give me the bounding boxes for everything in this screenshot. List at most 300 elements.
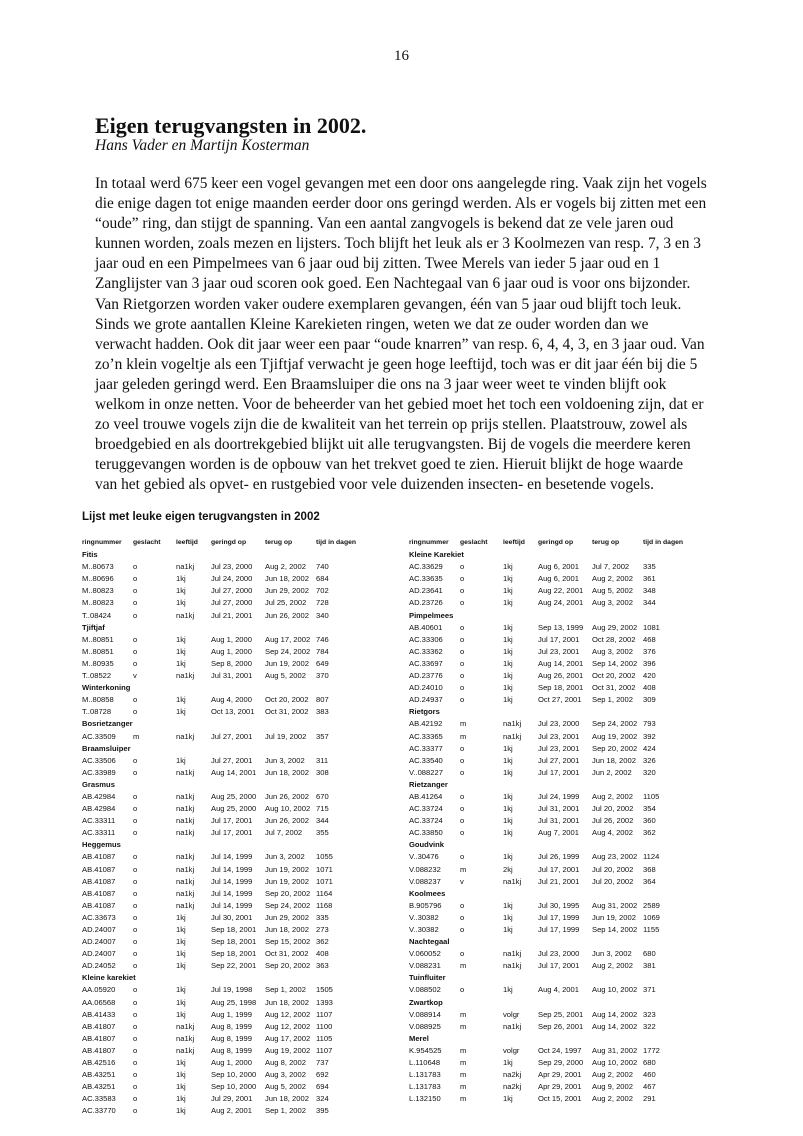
ring-number: V..30382 — [409, 925, 439, 934]
ring-number: AC.33365 — [409, 731, 443, 741]
sex: o — [460, 804, 465, 814]
age: 1kj — [503, 852, 513, 862]
ring-number: V..30476 — [409, 852, 439, 862]
sex: o — [133, 695, 138, 705]
days-elapsed: 680 — [643, 949, 656, 959]
ring-number: B.905796 — [409, 900, 442, 910]
recapture-date: Aug 23, 2002 — [592, 852, 638, 862]
ring-number: AC.33629 — [409, 562, 443, 572]
ringed-date: Apr 29, 2001 — [538, 1070, 582, 1080]
ring-number: AD.23641 — [409, 586, 443, 596]
recapture-date: Jul 19, 2002 — [265, 731, 307, 741]
days-elapsed: 408 — [316, 949, 329, 959]
recapture-date: Aug 12, 2002 — [265, 1021, 311, 1031]
recapture-date: Aug 31, 2002 — [592, 1045, 638, 1055]
age: 1kj — [176, 707, 186, 717]
recapture-date: Jul 25, 2002 — [265, 598, 307, 608]
days-elapsed: 702 — [316, 586, 329, 596]
sex: o — [460, 755, 465, 765]
ring-number: L.131783 — [409, 1070, 441, 1080]
days-elapsed: 670 — [316, 791, 329, 801]
recapture-date: Sep 1, 2002 — [265, 1106, 306, 1116]
species-name: Bosrietzanger — [82, 719, 133, 729]
ringed-date: Jul 14, 1999 — [211, 888, 253, 898]
sex: o — [460, 816, 465, 826]
sex: o — [460, 646, 465, 656]
ring-number: V.060052 — [409, 949, 441, 959]
ringed-date: Aug 2, 2001 — [211, 1106, 252, 1116]
species-name: Grasmus — [82, 779, 115, 789]
ring-number: AD.24010 — [409, 683, 443, 693]
sex: o — [460, 574, 465, 584]
ring-number: AB.42984 — [82, 804, 116, 814]
recapture-date: Oct 31, 2002 — [265, 707, 309, 717]
days-elapsed: 1071 — [316, 864, 333, 874]
recapture-date: Jun 3, 2002 — [265, 852, 305, 862]
days-elapsed: 692 — [316, 1070, 329, 1080]
days-elapsed: 1164 — [316, 888, 333, 898]
days-elapsed: 362 — [316, 937, 329, 947]
recapture-date: Jul 7, 2002 — [265, 828, 303, 838]
ringed-date: Apr 29, 2001 — [538, 1082, 582, 1092]
recapture-date: Sep 14, 2002 — [592, 925, 638, 934]
days-elapsed: 1168 — [316, 900, 333, 910]
recapture-date: Aug 3, 2002 — [592, 646, 633, 656]
recapture-date: Aug 2, 2002 — [592, 1070, 633, 1080]
ring-number: AB.41807 — [82, 1021, 116, 1031]
sex: m — [460, 731, 467, 741]
age: 1kj — [503, 925, 513, 934]
sex: o — [460, 767, 465, 777]
ringed-date: Aug 25, 2000 — [211, 791, 257, 801]
ringed-date: Jul 21, 2001 — [538, 876, 580, 886]
ring-number: AC.33362 — [409, 646, 443, 656]
days-elapsed: 344 — [643, 598, 656, 608]
age: 1kj — [176, 574, 186, 584]
ring-number: M..80823 — [82, 598, 114, 608]
ring-number: AC.33724 — [409, 804, 443, 814]
ringed-date: Aug 24, 2001 — [538, 598, 584, 608]
recapture-date: Sep 20, 2002 — [265, 961, 311, 971]
recapture-date: Sep 24, 2002 — [592, 719, 638, 729]
ringed-date: Jul 14, 1999 — [211, 876, 253, 886]
ringed-date: Aug 22, 2001 — [538, 586, 584, 596]
recapture-date: Aug 4, 2002 — [592, 828, 633, 838]
sex: o — [133, 634, 138, 644]
age: 1kj — [176, 937, 186, 947]
sex: o — [133, 707, 138, 717]
ring-number: V..30382 — [409, 912, 439, 922]
ringed-date: Jul 30, 1995 — [538, 900, 580, 910]
ringed-date: Jul 23, 2001 — [538, 731, 580, 741]
sex: o — [133, 767, 138, 777]
days-elapsed: 308 — [316, 767, 329, 777]
sex: m — [460, 1021, 467, 1031]
recapture-date: Jul 20, 2002 — [592, 876, 634, 886]
sex: m — [460, 961, 467, 971]
age: 1kj — [176, 949, 186, 959]
ringed-date: Aug 1, 2000 — [211, 1058, 252, 1068]
ring-number: M..80935 — [82, 658, 114, 668]
sex: o — [133, 900, 138, 910]
ringed-date: Aug 1, 2000 — [211, 634, 252, 644]
species-name: Tuinfluiter — [409, 973, 446, 983]
sex: o — [133, 610, 138, 620]
recapture-date: Aug 2, 2002 — [592, 574, 633, 584]
ringed-date: Sep 26, 2001 — [538, 1021, 584, 1031]
ring-number: AD.24007 — [82, 937, 116, 947]
sex: o — [133, 755, 138, 765]
ring-number: V.088914 — [409, 1009, 441, 1019]
ringed-date: Sep 18, 2001 — [211, 937, 257, 947]
ringed-date: Jul 17, 2001 — [538, 961, 580, 971]
days-elapsed: 784 — [316, 646, 329, 656]
ringed-date: Jul 26, 1999 — [538, 852, 580, 862]
age: 1kj — [176, 1082, 186, 1092]
leeftijd-header: leeftijd — [503, 539, 525, 546]
recapture-date: Aug 5, 2002 — [592, 586, 633, 596]
recapture-date: Aug 10, 2002 — [592, 985, 638, 995]
ringed-date: Jul 29, 2001 — [211, 1094, 253, 1104]
ringed-date: Oct 27, 2001 — [538, 695, 582, 705]
sex: m — [460, 1094, 467, 1104]
sex: o — [133, 828, 138, 838]
days-elapsed: 728 — [316, 598, 329, 608]
species-name: Fitis — [82, 550, 98, 560]
recapture-date: Jun 3, 2002 — [265, 755, 305, 765]
ringed-date: Aug 14, 2001 — [211, 767, 257, 777]
sex: o — [460, 586, 465, 596]
age: na1kj — [176, 731, 195, 741]
recapture-date: Aug 17, 2002 — [265, 634, 311, 644]
ring-number: AB.40601 — [409, 622, 443, 632]
ring-number: V.088925 — [409, 1021, 441, 1031]
sex: o — [133, 925, 138, 934]
sex: m — [460, 1070, 467, 1080]
ring-number: AC.33697 — [409, 658, 443, 668]
ringed-date: Jul 23, 2001 — [538, 646, 580, 656]
days-elapsed: 740 — [316, 562, 329, 572]
days-elapsed: 1069 — [643, 912, 660, 922]
sex: o — [133, 646, 138, 656]
days-elapsed: 354 — [643, 804, 656, 814]
ringed-date: Jul 27, 2001 — [538, 755, 580, 765]
days-elapsed: 322 — [643, 1021, 656, 1031]
recapture-date: Jun 19, 2002 — [265, 658, 309, 668]
ringed-date: Aug 6, 2001 — [538, 562, 579, 572]
ringed-date: Aug 14, 2001 — [538, 658, 584, 668]
age: na1kj — [503, 949, 522, 959]
recapture-date: Sep 24, 2002 — [265, 900, 311, 910]
ring-number: V..088227 — [409, 767, 443, 777]
species-name: Tjiftjaf — [82, 622, 105, 632]
sex: o — [133, 912, 138, 922]
ringed-date: Sep 18, 2001 — [211, 949, 257, 959]
ringed-date: Jul 27, 2000 — [211, 586, 253, 596]
ringed-date: Sep 13, 1999 — [538, 622, 584, 632]
ringed-date: Aug 26, 2001 — [538, 671, 584, 681]
recapture-date: Jun 2, 2002 — [592, 767, 632, 777]
recapture-date: Jun 29, 2002 — [265, 586, 309, 596]
sex: o — [133, 864, 138, 874]
geslacht-header: geslacht — [133, 539, 161, 546]
ringed-date: Jul 19, 1998 — [211, 985, 253, 995]
ring-number: AB.41807 — [82, 1045, 116, 1055]
recapture-date: Aug 10, 2002 — [265, 804, 311, 814]
ring-number: AB.41087 — [82, 900, 116, 910]
age: 1kj — [503, 1058, 513, 1068]
ring-number: L.131783 — [409, 1082, 441, 1092]
days-elapsed: 344 — [316, 816, 329, 826]
tijd-in-dagen-header: tijd in dagen — [643, 539, 684, 546]
recapture-date: Jun 19, 2002 — [265, 876, 309, 886]
sex: m — [460, 1045, 467, 1055]
ringed-date: Sep 10, 2000 — [211, 1070, 257, 1080]
days-elapsed: 370 — [316, 671, 329, 681]
ringed-date: Sep 10, 2000 — [211, 1082, 257, 1092]
days-elapsed: 649 — [316, 658, 329, 668]
species-name: Heggemus — [82, 840, 121, 850]
recapture-date: Aug 3, 2002 — [592, 598, 633, 608]
species-name: Goudvink — [409, 840, 445, 850]
age: 1kj — [176, 1094, 186, 1104]
ringed-date: Aug 4, 2001 — [538, 985, 579, 995]
ring-number: AC.33540 — [409, 755, 443, 765]
sex: o — [460, 622, 465, 632]
days-elapsed: 392 — [643, 731, 656, 741]
ring-number: AB.43251 — [82, 1070, 116, 1080]
days-elapsed: 326 — [643, 755, 656, 765]
days-elapsed: 381 — [643, 961, 656, 971]
species-name: Rietgors — [409, 707, 440, 717]
days-elapsed: 311 — [316, 755, 329, 765]
age: 1kj — [503, 695, 513, 705]
ring-number: AB.42984 — [82, 791, 116, 801]
age: 1kj — [503, 658, 513, 668]
sex: o — [460, 562, 465, 572]
recapture-date: Aug 9, 2002 — [592, 1082, 633, 1092]
recapture-date: Oct 31, 2002 — [592, 683, 636, 693]
age: 1kj — [503, 985, 513, 995]
days-elapsed: 1393 — [316, 997, 333, 1007]
sex: o — [133, 586, 138, 596]
sex: o — [133, 997, 138, 1007]
ring-number: AB.41087 — [82, 888, 116, 898]
age: na1kj — [176, 888, 195, 898]
sex: o — [133, 1033, 138, 1043]
recapture-date: Aug 2, 2002 — [265, 562, 306, 572]
sex: o — [133, 888, 138, 898]
days-elapsed: 1155 — [643, 925, 660, 934]
ringed-date: Jul 17, 1999 — [538, 925, 580, 934]
ring-number: M..80851 — [82, 634, 114, 644]
geslacht-header: geslacht — [460, 539, 488, 546]
recapture-date: Jun 26, 2002 — [265, 791, 309, 801]
days-elapsed: 363 — [316, 961, 329, 971]
days-elapsed: 694 — [316, 1082, 329, 1092]
sex: o — [133, 804, 138, 814]
ringed-date: Oct 13, 2001 — [211, 707, 255, 717]
ring-number: AD.24007 — [82, 949, 116, 959]
age: 1kj — [503, 767, 513, 777]
ringed-date: Jul 23, 2001 — [538, 743, 580, 753]
age: 1kj — [503, 912, 513, 922]
recapture-date: Aug 29, 2002 — [592, 622, 638, 632]
ringed-date: Sep 25, 2001 — [538, 1009, 584, 1019]
ringed-date: Aug 6, 2001 — [538, 574, 579, 584]
age: na1kj — [503, 731, 522, 741]
recapture-date: Jul 20, 2002 — [592, 864, 634, 874]
ring-number: AC.33583 — [82, 1094, 116, 1104]
recapture-date: Aug 2, 2002 — [592, 961, 633, 971]
ringed-date: Oct 24, 1997 — [538, 1045, 582, 1055]
ringed-date: Jul 24, 1999 — [538, 791, 580, 801]
recapture-date: Jul 20, 2002 — [592, 804, 634, 814]
age: 1kj — [176, 1009, 186, 1019]
age: na2kj — [503, 1082, 522, 1092]
days-elapsed: 1105 — [643, 791, 660, 801]
age: na1kj — [503, 719, 522, 729]
ringed-date: Aug 1, 2000 — [211, 646, 252, 656]
ringed-date: Jul 17, 2001 — [211, 816, 253, 826]
ring-number: AD.23726 — [409, 598, 443, 608]
age: 1kj — [503, 755, 513, 765]
recapture-date: Aug 17, 2002 — [265, 1033, 311, 1043]
age: na1kj — [503, 876, 522, 886]
sex: o — [460, 828, 465, 838]
ring-number: K.954525 — [409, 1045, 442, 1055]
sex: o — [460, 695, 465, 705]
recapture-date: Sep 20, 2002 — [592, 743, 638, 753]
ringed-date: Jul 17, 2001 — [538, 767, 580, 777]
age: 1kj — [176, 912, 186, 922]
ring-number: AA.06568 — [82, 997, 116, 1007]
ring-number: V.088232 — [409, 864, 441, 874]
recapture-date: Aug 5, 2002 — [265, 671, 306, 681]
days-elapsed: 1107 — [316, 1009, 333, 1019]
sex: m — [460, 719, 467, 729]
sex: o — [133, 937, 138, 947]
sex: o — [460, 634, 465, 644]
days-elapsed: 807 — [316, 695, 329, 705]
sex: o — [133, 949, 138, 959]
species-name: Nachtegaal — [409, 937, 450, 947]
geringd-op-header: geringd op — [538, 539, 574, 546]
ringed-date: Oct 15, 2001 — [538, 1094, 582, 1104]
recapture-date: Sep 1, 2002 — [265, 985, 306, 995]
sex: o — [133, 816, 138, 826]
days-elapsed: 360 — [643, 816, 656, 826]
days-elapsed: 291 — [643, 1094, 656, 1104]
sex: o — [133, 1058, 138, 1068]
ring-number: AB.43251 — [82, 1082, 116, 1092]
ringed-date: Sep 18, 2001 — [538, 683, 584, 693]
recapture-date: Aug 3, 2002 — [265, 1070, 306, 1080]
age: volgr — [503, 1009, 520, 1019]
ringed-date: Aug 8, 1999 — [211, 1045, 252, 1055]
sex: o — [133, 1021, 138, 1031]
sex: m — [460, 1058, 467, 1068]
ring-number: AC.33306 — [409, 634, 443, 644]
days-elapsed: 323 — [643, 1009, 656, 1019]
age: na1kj — [176, 562, 195, 572]
sex: o — [460, 683, 465, 693]
days-elapsed: 335 — [316, 912, 329, 922]
sex: m — [460, 1082, 467, 1092]
days-elapsed: 420 — [643, 671, 656, 681]
recapture-date: Jun 19, 2002 — [592, 912, 636, 922]
recapture-date: Jun 26, 2002 — [265, 816, 309, 826]
ring-number: AB.42516 — [82, 1058, 116, 1068]
days-elapsed: 737 — [316, 1058, 329, 1068]
ring-number: T..08522 — [82, 671, 112, 681]
ring-number: AB.41087 — [82, 864, 116, 874]
days-elapsed: 362 — [643, 828, 656, 838]
days-elapsed: 1105 — [316, 1033, 333, 1043]
ring-number: AC.33311 — [82, 816, 116, 826]
recapture-date: Jun 18, 2002 — [265, 574, 309, 584]
days-elapsed: 460 — [643, 1070, 656, 1080]
sex: o — [133, 1070, 138, 1080]
ringed-date: Jul 17, 2001 — [211, 828, 253, 838]
ringed-date: Aug 8, 1999 — [211, 1033, 252, 1043]
age: 1kj — [176, 598, 186, 608]
sex: o — [460, 949, 465, 959]
ring-number: AD.23776 — [409, 671, 443, 681]
ringed-date: Jul 30, 2001 — [211, 912, 253, 922]
ring-number: AB.41807 — [82, 1033, 116, 1043]
species-name: Zwartkop — [409, 997, 443, 1007]
age: 1kj — [176, 586, 186, 596]
species-name: Pimpelmees — [409, 610, 454, 620]
ring-number: AC.33377 — [409, 743, 443, 753]
recapture-date: Oct 20, 2002 — [265, 695, 309, 705]
ringed-date: Aug 8, 1999 — [211, 1021, 252, 1031]
recapture-date: Jun 19, 2002 — [265, 864, 309, 874]
recapture-date: Jul 7, 2002 — [592, 562, 630, 572]
age: na1kj — [503, 961, 522, 971]
age: 1kj — [176, 755, 186, 765]
age: 1kj — [503, 1094, 513, 1104]
days-elapsed: 1081 — [643, 622, 660, 632]
sex: o — [133, 562, 138, 572]
sex: v — [133, 671, 137, 681]
age: na1kj — [176, 828, 195, 838]
sex: o — [460, 671, 465, 681]
age: 1kj — [503, 634, 513, 644]
ringed-date: Sep 8, 2000 — [211, 658, 252, 668]
species-name: Rietzanger — [409, 779, 448, 789]
ringed-date: Jul 17, 1999 — [538, 912, 580, 922]
recapture-date: Jul 26, 2002 — [592, 816, 634, 826]
age: 1kj — [503, 646, 513, 656]
ringed-date: Jul 23, 2000 — [538, 719, 580, 729]
age: na1kj — [503, 1021, 522, 1031]
sex: o — [460, 985, 465, 995]
age: na1kj — [176, 876, 195, 886]
geringd-op-header: geringd op — [211, 539, 247, 546]
sex: o — [460, 925, 465, 934]
sex: o — [460, 743, 465, 753]
age: na1kj — [176, 816, 195, 826]
ring-number: AB.41433 — [82, 1009, 116, 1019]
ring-number: T..08728 — [82, 707, 112, 717]
ring-number: M..80696 — [82, 574, 114, 584]
species-name: Kleine Karekiet — [409, 550, 464, 560]
ringed-date: Jul 17, 2001 — [538, 864, 580, 874]
recapture-date: Aug 19, 2002 — [592, 731, 638, 741]
age: na1kj — [176, 767, 195, 777]
